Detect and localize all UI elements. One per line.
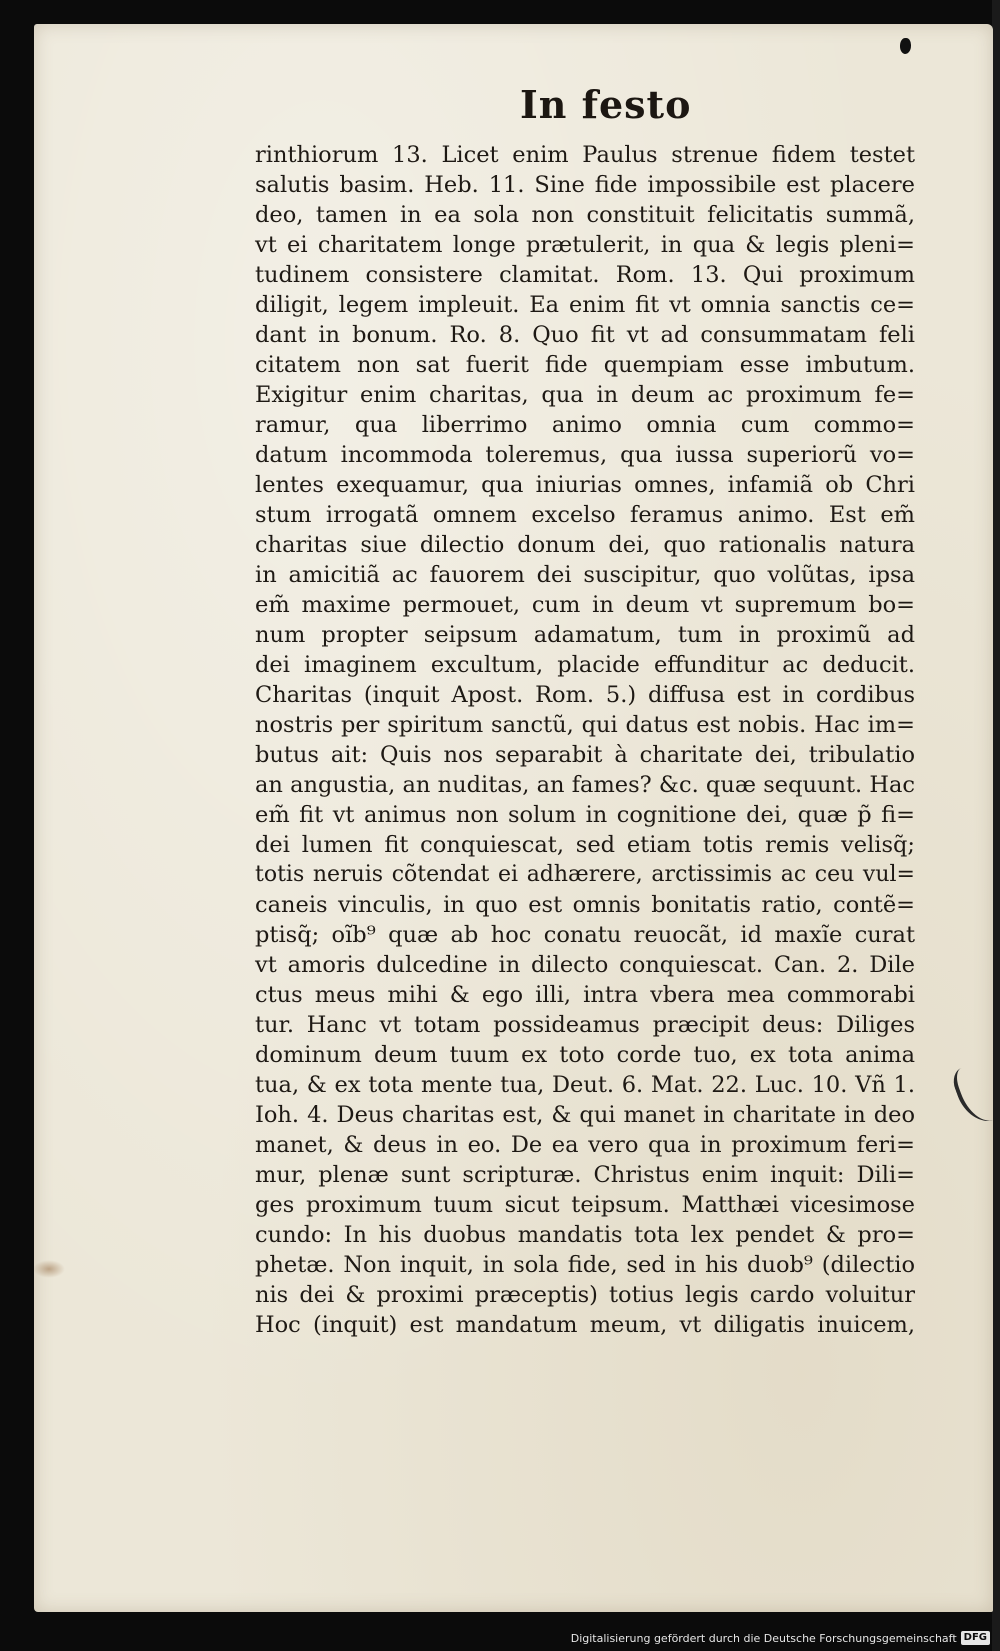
- credit-text: Digitalisierung gefördert durch die Deutsche Forschungsgemeinschaft: [570, 1631, 957, 1645]
- text-line: ramur, qua liberrimo animo omnia cum commo=: [255, 412, 915, 438]
- text-line: Hoc (inquit) est mandatum meum, vt diligatis inuicem,: [255, 1312, 915, 1338]
- text-line: tudinem consistere clamitat. Rom. 13. Qui proximum: [255, 262, 915, 288]
- text-line: Charitas (inquit Apost. Rom. 5.) diffusa est in cordibus: [255, 682, 915, 708]
- text-line: caneis vinculis, in quo est omnis bonitatis ratio, contẽ=: [255, 892, 915, 918]
- text-line: an angustia, an nuditas, an fames? &c. quæ sequunt. Hac: [255, 772, 915, 798]
- running-head: In festo: [520, 82, 692, 127]
- text-line: salutis basim. Heb. 11. Sine fide impossibile est placere: [255, 172, 915, 198]
- body-text: [255, 140, 915, 1340]
- text-line: citatem non sat fuerit fide quempiam esse imbutum.: [255, 352, 915, 378]
- text-line: mur, plenæ sunt scripturæ. Christus enim inquit: Dili=: [255, 1162, 915, 1188]
- text-line: charitas siue dilectio donum dei, quo rationalis natura: [255, 532, 915, 558]
- text-line: butus ait: Quis nos separabit à charitate dei, tribulatio: [255, 742, 915, 768]
- text-line: dei lumen fit conquiescat, sed etiam totis remis velisq̃;: [255, 832, 915, 858]
- text-line: lentes exequamur, qua iniurias omnes, infamiã ob Chri: [255, 472, 915, 498]
- text-line: em̃ maxime permouet, cum in deum vt supremum bo=: [255, 592, 915, 618]
- text-line: em̃ fit vt animus non solum in cognitione dei, quæ p̃ fi=: [255, 802, 915, 828]
- text-line: Exigitur enim charitas, qua in deum ac proximum fe=: [255, 382, 915, 408]
- text-line: rinthiorum 13. Licet enim Paulus strenue fidem testet: [255, 142, 915, 168]
- text-line: diligit, legem impleuit. Ea enim fit vt omnia sanctis ce=: [255, 292, 915, 318]
- text-line: dominum deum tuum ex toto corde tuo, ex tota anima: [255, 1042, 915, 1068]
- text-line: in amicitiã ac fauorem dei suscipitur, quo volũtas, ipsa: [255, 562, 915, 588]
- text-line: dei imaginem excultum, placide effunditur ac deducit.: [255, 652, 915, 678]
- text-line: phetæ. Non inquit, in sola fide, sed in his duob⁹ (dilectio: [255, 1252, 915, 1278]
- text-line: manet, & deus in eo. De ea vero qua in proximum feri=: [255, 1132, 915, 1158]
- text-line: datum incommoda toleremus, qua iussa superiorũ vo=: [255, 442, 915, 468]
- text-line: dant in bonum. Ro. 8. Quo fit vt ad consummatam feli: [255, 322, 915, 348]
- text-line: nostris per spiritum sanctũ, qui datus est nobis. Hac im=: [255, 712, 915, 738]
- text-line: stum irrogatã omnem excelso feramus animo. Est em̃: [255, 502, 915, 528]
- text-line: nis dei & proximi præceptis) totius legis cardo voluitur: [255, 1282, 915, 1308]
- text-line: ges proximum tuum sicut teipsum. Matthæi vicesimose: [255, 1192, 915, 1218]
- scan-edge: [992, 0, 1000, 1651]
- text-line: totis neruis cõtendat ei adhærere, arctissimis ac ceu vul=: [255, 862, 915, 887]
- text-line: Ioh. 4. Deus charitas est, & qui manet in charitate in deo: [255, 1102, 915, 1128]
- text-line: tua, & ex tota mente tua, Deut. 6. Mat. 22. Luc. 10. Vñ 1.: [255, 1072, 915, 1098]
- text-line: vt ei charitatem longe prætulerit, in qua & legis pleni=: [255, 232, 915, 258]
- page-stain: [33, 1260, 65, 1278]
- text-line: tur. Hanc vt totam possideamus præcipit deus: Diliges: [255, 1012, 915, 1038]
- text-line: ptisq̃; oĩb⁹ quæ ab hoc conatu reuocãt, id maxĩe curat: [255, 922, 915, 948]
- text-line: ctus meus mihi & ego illi, intra vbera mea commorabi: [255, 982, 915, 1008]
- digitization-credit: [571, 1629, 990, 1647]
- text-line: vt amoris dulcedine in dilecto conquiescat. Can. 2. Dile: [255, 952, 915, 978]
- text-line: deo, tamen in ea sola non constituit felicitatis summã,: [255, 202, 915, 228]
- text-line: cundo: In his duobus mandatis tota lex pendet & pro=: [255, 1222, 915, 1248]
- dfg-logo: DFG: [961, 1631, 990, 1645]
- text-line: num propter seipsum adamatum, tum in proximũ ad: [255, 622, 915, 648]
